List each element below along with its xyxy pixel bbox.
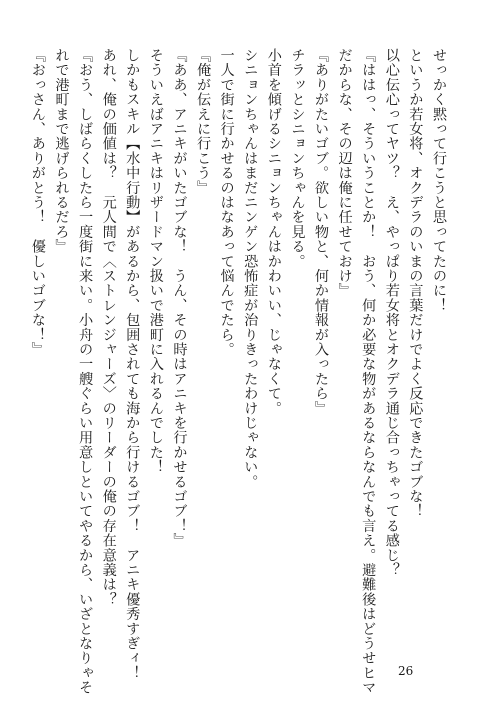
text-line: 『俺が伝えに行こう』 [195, 48, 212, 195]
text-line: れで港町まで逃げられるだろ』 [53, 48, 70, 254]
text-line: 以心伝心ってヤツ？ え、やっぱり若女将とオクデラ通じ合っちゃってる感じ？ [383, 48, 400, 578]
text-line: 『おっさん、ありがとう！ 優しいゴブな！』 [29, 48, 46, 357]
text-line: あれ、俺の価値は？ 元人間で〈ストレンジャーズ〉のリーダーの俺の存在意義は？ [100, 48, 117, 607]
text-line: そういえばアニキはリザードマン扱いで港町に入れるんでした！ [147, 48, 164, 475]
text-line: シニョンちゃんはまだニンゲン恐怖症が治りきったわけじゃない。 [242, 48, 259, 489]
text-line: せっかく黙って行こうと思ってたのに！ [431, 48, 447, 313]
text-line: 『ああ、アニキがいたゴブな！ うん、その時はアニキを行かせるゴブ！』 [171, 48, 188, 548]
text-line: 一人で街に行かせるのはなあって悩んでたら。 [218, 48, 235, 357]
text-line: というか若女将、オクデラのいまの言葉だけでよく反応できたゴブな！ [407, 48, 424, 519]
text-line: 小首を傾げるシニョンちゃんはかわいい、じゃなくて。 [265, 48, 282, 416]
text-line: 『おう、しばらくしたら一度街に来い。小舟の一艘ぐらい用意しといてやるから、いざとなりゃそ [77, 48, 94, 695]
text-line: しかもスキル【水中行動】があるから、包囲されても海から行けるゴブ！ アニキ優秀すぎィ！ [124, 48, 141, 681]
text-line: だからな、その辺は俺に任せておけ』 [336, 48, 353, 298]
text-line: チラッとシニョンちゃんを見る。 [289, 48, 306, 269]
text-line: 『ありがたいゴブ。欲しい物と、何か情報が入ったら』 [313, 48, 330, 416]
page-number: 26 [398, 664, 414, 678]
text-line: 『ははっ、そういうことか！ おう、何か必要な物があるならなんでも言え。避難後はどうせヒマ [360, 48, 377, 695]
